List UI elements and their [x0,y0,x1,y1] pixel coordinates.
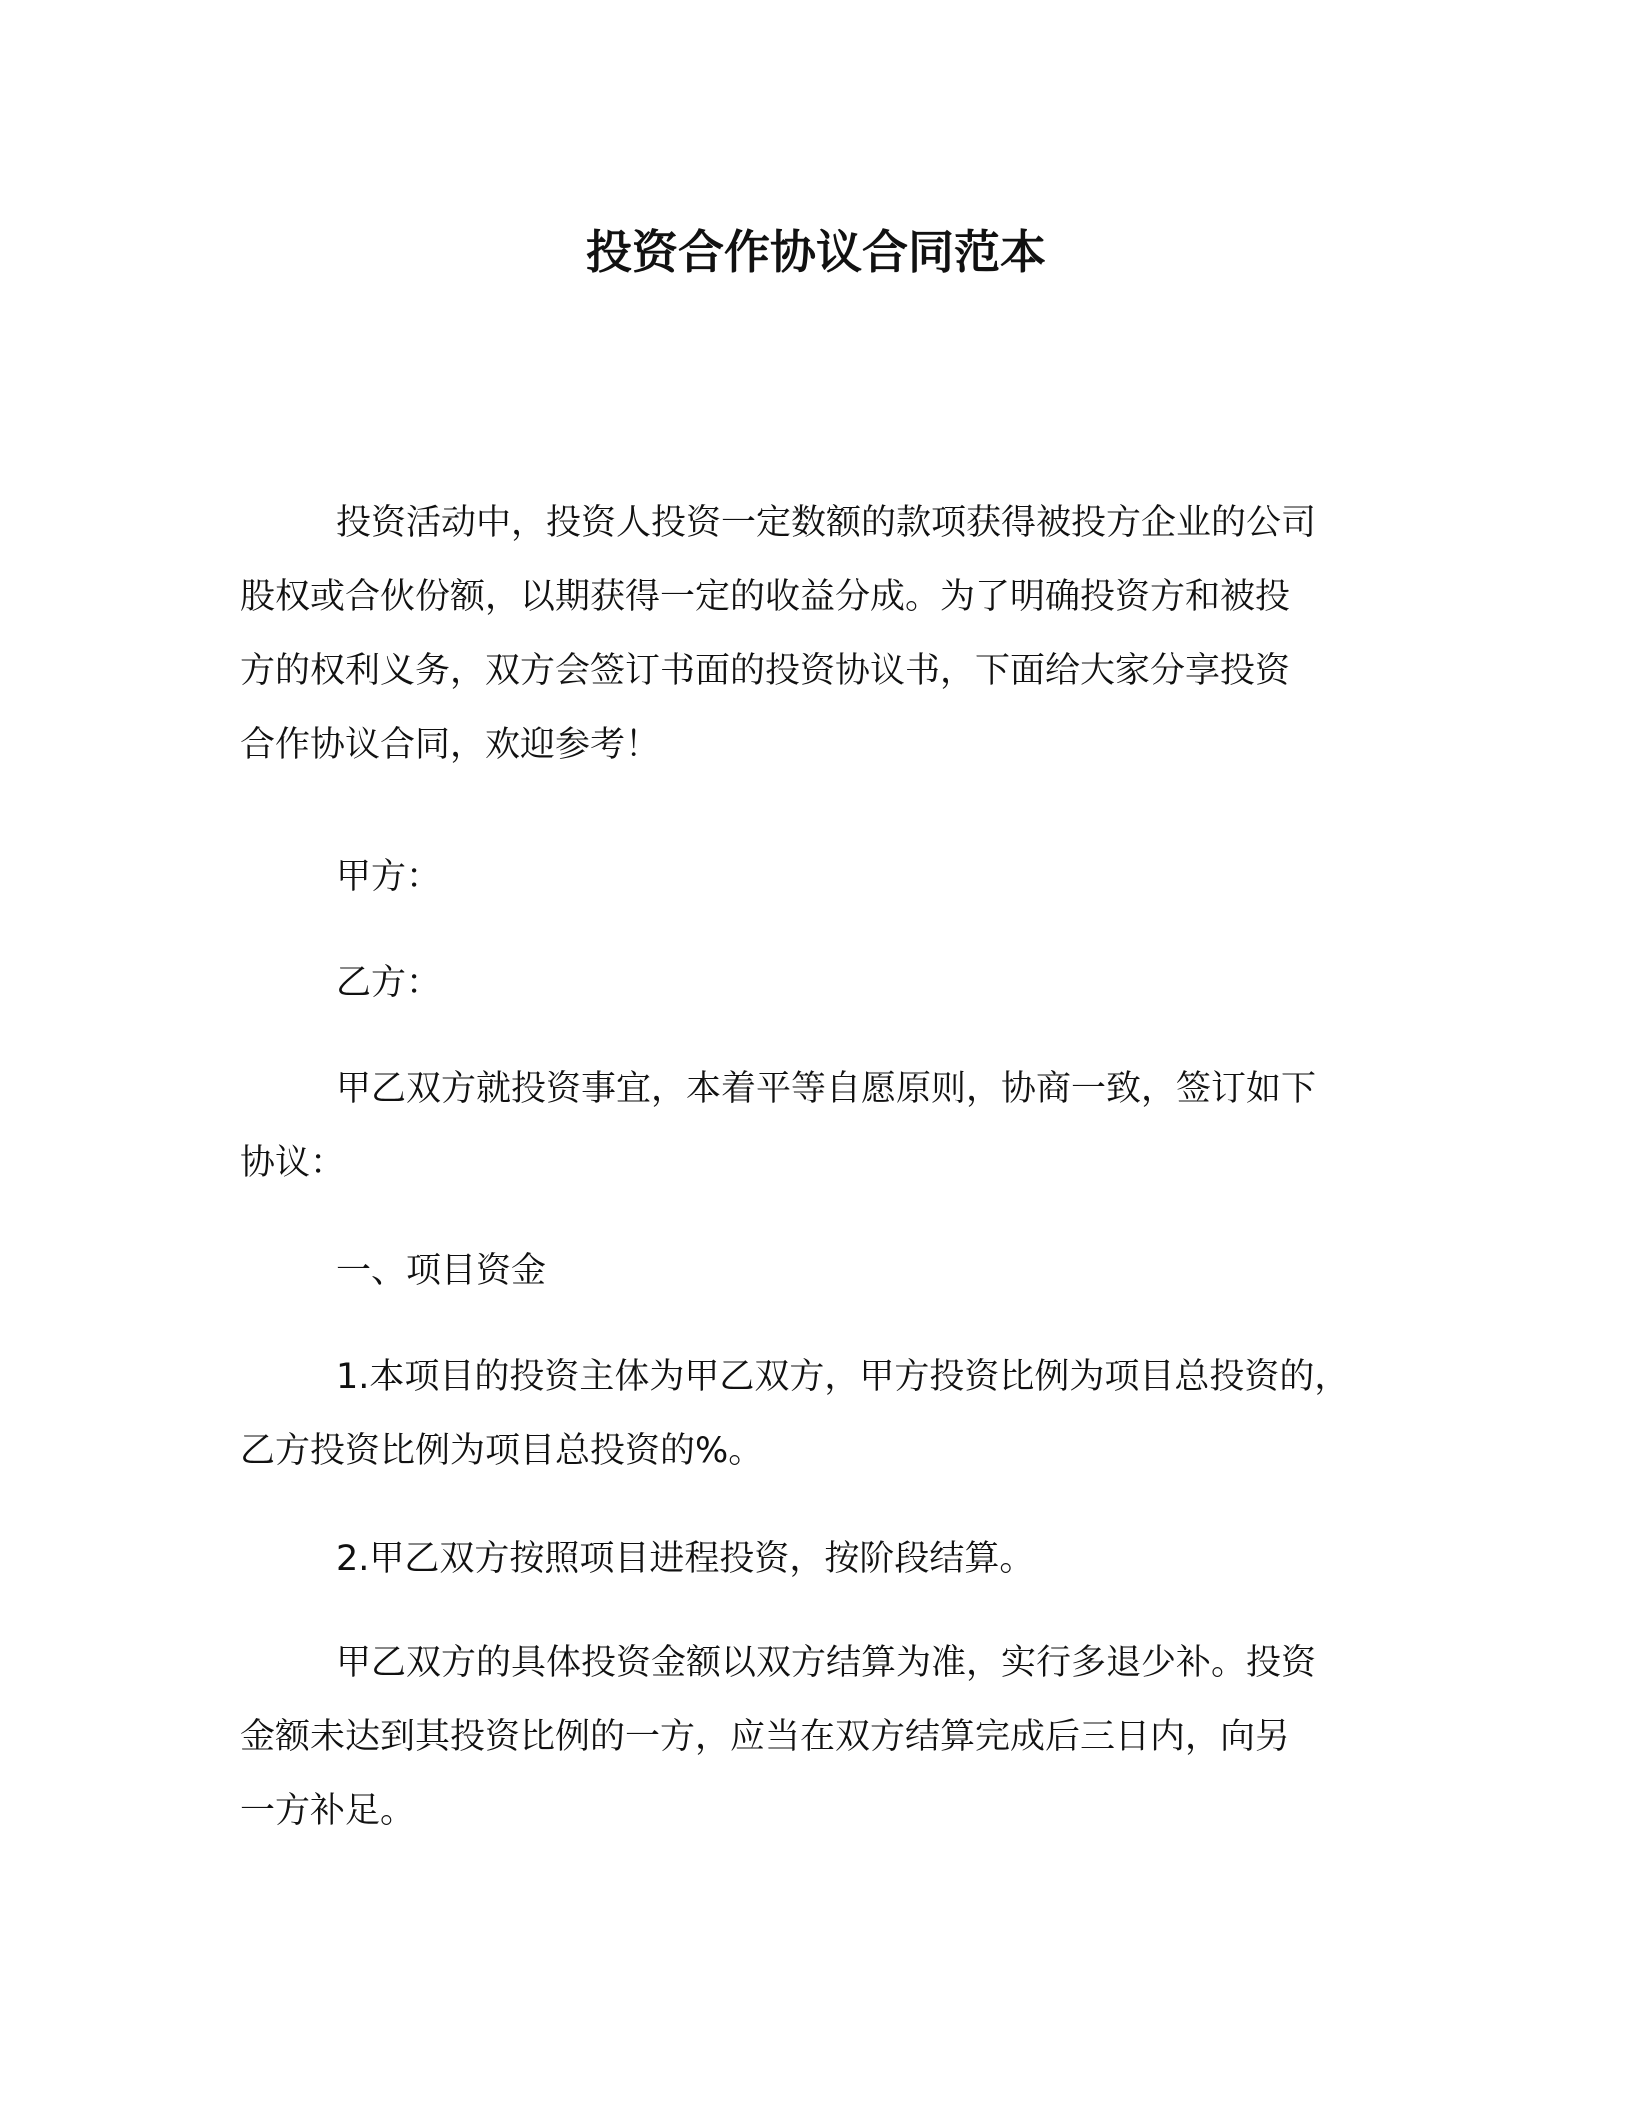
text-line: 合作协议合同，欢迎参考！ [240,725,661,765]
document-body [240,486,1400,782]
section-heading: 一、项目资金 [336,1251,547,1291]
settlement-paragraph [240,1626,1316,1848]
text-line: 金额未达到其投资比例的一方，应当在双方结算完成后三日内，向另 [240,1717,1291,1757]
party-a-label: 甲方： [336,857,442,897]
text-line: 甲乙双方就投资事宜，本着平等自愿原则，协商一致，签订如下 [336,1069,1317,1109]
text-line: 甲乙双方的具体投资金额以双方结算为准，实行多退少补。投资 [336,1643,1317,1683]
section-heading-paragraph [240,1234,546,1308]
party-b-paragraph [240,946,441,1020]
party-a-paragraph [240,840,441,914]
text-line: 乙方投资比例为项目总投资的%。 [240,1431,764,1471]
intro-paragraph [240,486,1400,782]
document-title: 投资合作协议合同范本 [586,225,1046,279]
agreement-intro-paragraph [240,1052,1316,1200]
text-line: 投资活动中，投资人投资一定数额的款项获得被投方企业的公司 [336,503,1317,543]
text-line: 股权或合伙份额，以期获得一定的收益分成。为了明确投资方和被投 [240,577,1291,617]
text-line: 协议： [240,1143,346,1183]
clause-2-paragraph [240,1522,1034,1596]
clause-1-paragraph [240,1340,1349,1488]
text-line: 2.甲乙双方按照项目进程投资，按阶段结算。 [336,1539,1035,1579]
party-b-label: 乙方： [336,963,442,1003]
text-line: 1.本项目的投资主体为甲乙双方，甲方投资比例为项目总投资的， [336,1357,1350,1397]
text-line: 一方补足。 [240,1791,416,1831]
text-line: 方的权利义务，双方会签订书面的投资协议书，下面给大家分享投资 [240,651,1291,691]
